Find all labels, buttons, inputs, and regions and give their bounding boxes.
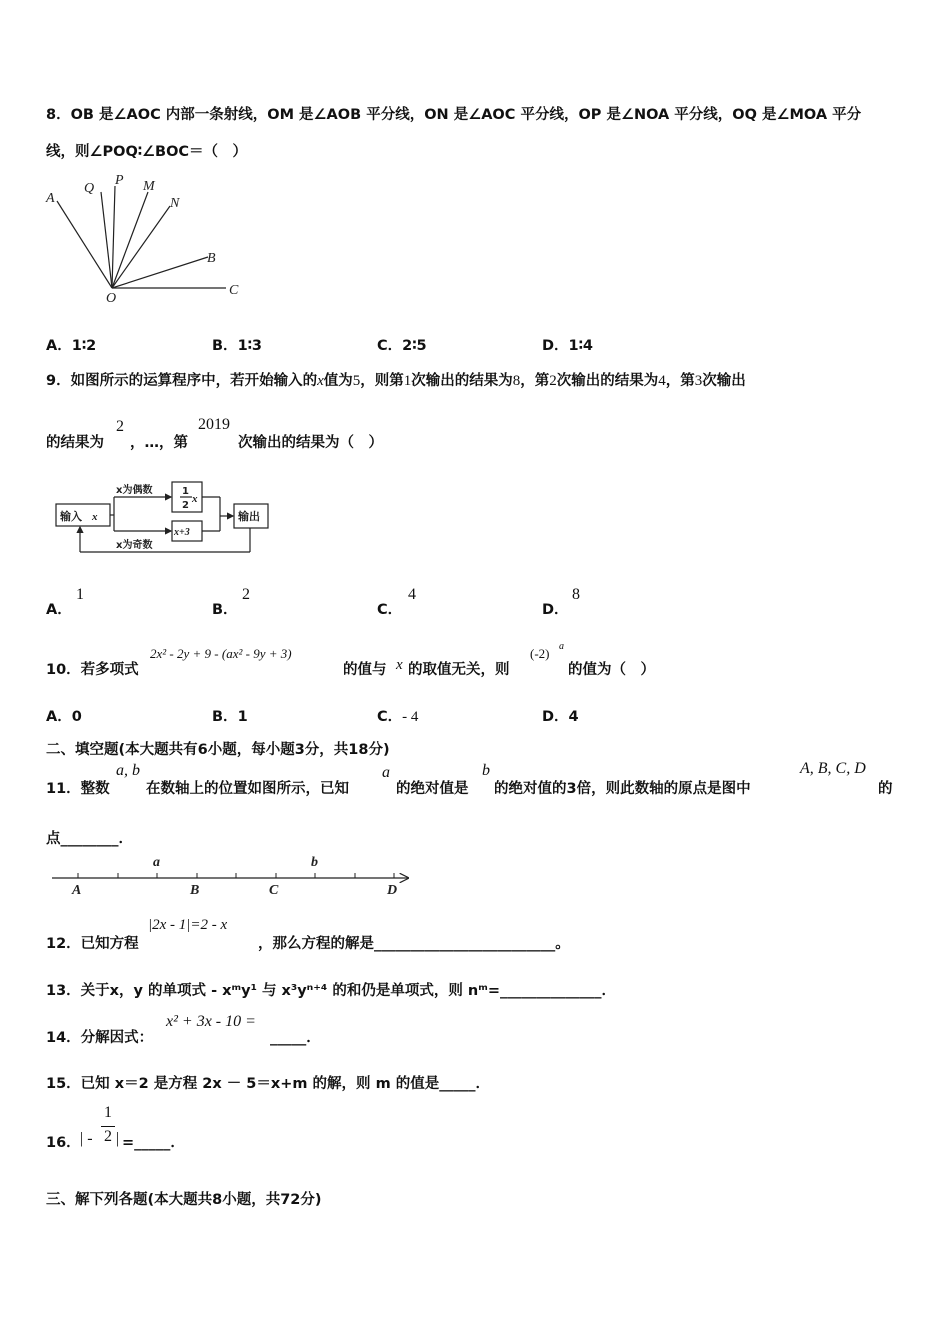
q9-num: 8 (512, 373, 521, 389)
q10-power-base: (-2) (530, 646, 550, 661)
q8-line1: 8．OB 是∠AOC 内部一条射线，OM 是∠AOB 平分线，ON 是∠AOC 平分线，OP 是∠NOA 平分线，OQ 是∠MOA 平分 (46, 107, 862, 123)
q9-var-x: x (317, 373, 324, 389)
q8-line2: 线，则∠POQ∶∠BOC＝（ ） (46, 144, 248, 160)
axis-label-B: B (190, 883, 200, 898)
q9-text: 值为 (323, 373, 353, 389)
option-letter: D． (542, 602, 569, 618)
q11-var-a: a (382, 764, 390, 781)
label-a: A (46, 191, 55, 206)
q11-text-a: 11．整数 (46, 781, 110, 797)
label-b: B (207, 251, 216, 266)
option-letter: A． (46, 338, 72, 354)
flowchart (50, 476, 280, 560)
q11-text-e: 的 (878, 781, 893, 797)
q10-option-c[interactable] (377, 705, 418, 726)
q10-power-exp: a (559, 641, 564, 652)
label-c: C (229, 283, 239, 298)
option-letter: C． (377, 602, 403, 618)
q9-option-a[interactable] (46, 598, 72, 619)
q11-vars-ab: a, b (116, 762, 140, 779)
flow-half-den: 2 (182, 500, 189, 511)
q9-text: 的结果为 (46, 435, 104, 451)
option-value: 2∶5 (402, 338, 427, 354)
option-letter: D． (542, 709, 569, 725)
q16-abs-open: | - (80, 1130, 93, 1147)
flow-output-label: 输出 (238, 510, 260, 523)
label-o: O (106, 291, 117, 306)
q11-text-d: 的绝对值的3倍，则此数轴的原点是图中 (494, 781, 751, 797)
q9-line1 (46, 369, 746, 390)
q9-text: ，则第 (360, 373, 404, 389)
option-value: 1∶4 (568, 338, 593, 354)
option-letter: A． (46, 602, 72, 618)
q9-option-a-value: 1 (76, 586, 84, 603)
q9-num-2019: 2019 (198, 416, 230, 433)
option-value: 0 (71, 709, 82, 725)
q8-option-c[interactable] (377, 334, 427, 355)
q11-var-b: b (482, 762, 490, 779)
q16-text-b: =_____． (122, 1135, 185, 1151)
q16-text-a: 16． (46, 1135, 81, 1151)
q10-text-d: 的值为（ ） (568, 662, 655, 678)
q14-expression: x² + 3x - 10 = (166, 1013, 256, 1030)
option-value: 1 (237, 709, 248, 725)
axis-label-b: b (311, 855, 318, 870)
q9-option-d[interactable] (542, 598, 569, 619)
flow-half-var: x (192, 493, 198, 505)
q9-num: 5 (352, 373, 361, 389)
ray-op (112, 186, 115, 288)
q12-equation: |2x - 1|=2 - x (148, 917, 228, 933)
q10-text-b: 的值与 (343, 662, 387, 678)
angle-figure (40, 170, 255, 310)
q9-text: ，第 (520, 373, 550, 389)
q8-option-a[interactable] (46, 334, 96, 355)
q9-text: 9．如图所示的运算程序中，若开始输入的 (46, 373, 318, 389)
q14-text-a: 14．分解因式： (46, 1030, 154, 1046)
q11-text-c: 的绝对值是 (396, 781, 469, 797)
q10-polynomial: 2x² - 2y + 9 - (ax² - 9y + 3) (150, 646, 292, 661)
option-value: - 4 (402, 709, 419, 725)
section-3-heading: 三、解下列各题(本大题共8小题，共72分) (46, 1192, 322, 1208)
ray-on (112, 206, 170, 288)
label-m: M (143, 179, 155, 194)
q9-text: 次输出的结果为 (556, 373, 659, 389)
option-value: 1∶2 (71, 338, 97, 354)
q9-num: 2 (549, 373, 557, 389)
option-value: 1∶3 (237, 338, 263, 354)
q9-option-d-value: 8 (572, 586, 580, 603)
q16-fraction-num: 1 (104, 1104, 112, 1121)
option-letter: B． (212, 709, 238, 725)
axis-label-D: D (387, 883, 398, 898)
q10-option-b[interactable] (212, 705, 248, 726)
q16-abs-close: | (116, 1130, 120, 1147)
q9-text: 次输出的结果为（ ） (238, 435, 383, 451)
q11-text-b: 在数轴上的位置如图所示，已知 (146, 781, 349, 797)
q10-option-d[interactable] (542, 705, 579, 726)
q9-option-c-value: 4 (408, 586, 416, 603)
number-line (48, 852, 420, 898)
ray-om (112, 192, 148, 288)
q11-line2: 点________． (46, 831, 133, 847)
q16-fraction-bar (101, 1126, 115, 1127)
q9-text: ，第 (665, 373, 695, 389)
q12-text-b: ，那么方程的解是_________________________。 (258, 936, 570, 952)
q16-fraction-den: 2 (104, 1128, 112, 1145)
option-letter: C． (377, 709, 403, 725)
q9-option-c[interactable] (377, 598, 402, 619)
q15-text: 15．已知 x＝2 是方程 2x － 5＝x+m 的解，则 m 的值是_____． (46, 1076, 491, 1092)
label-q: Q (84, 181, 95, 196)
q9-option-b-value: 2 (242, 586, 250, 603)
q9-num: 4 (658, 373, 666, 389)
axis-label-a: a (153, 855, 160, 870)
flow-input-var: x (92, 511, 98, 523)
option-letter: C． (377, 338, 403, 354)
option-letter: A． (46, 709, 72, 725)
label-n: N (170, 196, 180, 211)
q9-option-b[interactable] (212, 598, 238, 619)
q14-text-b: _____． (270, 1030, 321, 1046)
flow-input-label: 输入 (60, 510, 82, 523)
option-value: 4 (568, 709, 579, 725)
flow-half-num: 1 (182, 486, 189, 497)
q10-var-x: x (396, 657, 403, 673)
q10-text-c: 的取值无关，则 (408, 662, 510, 678)
q9-num-2: 2 (116, 418, 124, 435)
q8-option-d[interactable] (542, 334, 593, 355)
flow-odd-label: x为奇数 (116, 540, 153, 551)
q9-text: 次输出的结果为 (411, 373, 513, 389)
option-letter: B． (212, 338, 238, 354)
axis-label-C: C (269, 883, 279, 898)
q9-text: ，…，第 (130, 435, 188, 451)
q13-text: 13．关于x，y 的单项式 - xᵐy¹ 与 x³yⁿ⁺⁴ 的和仍是单项式，则 nᵐ=______________． (46, 983, 616, 999)
ray-ob (112, 257, 208, 288)
q8-option-b[interactable] (212, 334, 262, 355)
label-p: P (115, 173, 124, 188)
flow-plus-label: x+3 (174, 527, 190, 538)
q9-num: 3 (694, 373, 703, 389)
q10-text-a: 10．若多项式 (46, 662, 139, 678)
option-letter: B． (212, 602, 238, 618)
q12-text-a: 12．已知方程 (46, 936, 139, 952)
q9-line2 (46, 431, 104, 452)
flow-even-label: x为偶数 (116, 485, 153, 496)
q9-num: 1 (403, 373, 412, 389)
q11-vars-abcd: A, B, C, D (800, 760, 866, 777)
option-letter: D． (542, 338, 569, 354)
q10-option-a[interactable] (46, 705, 82, 726)
q9-text: 次输出 (702, 373, 746, 389)
section-2-heading: 二、填空题(本大题共有6小题，每小题3分，共18分) (46, 742, 390, 758)
axis-label-A: A (72, 883, 82, 898)
